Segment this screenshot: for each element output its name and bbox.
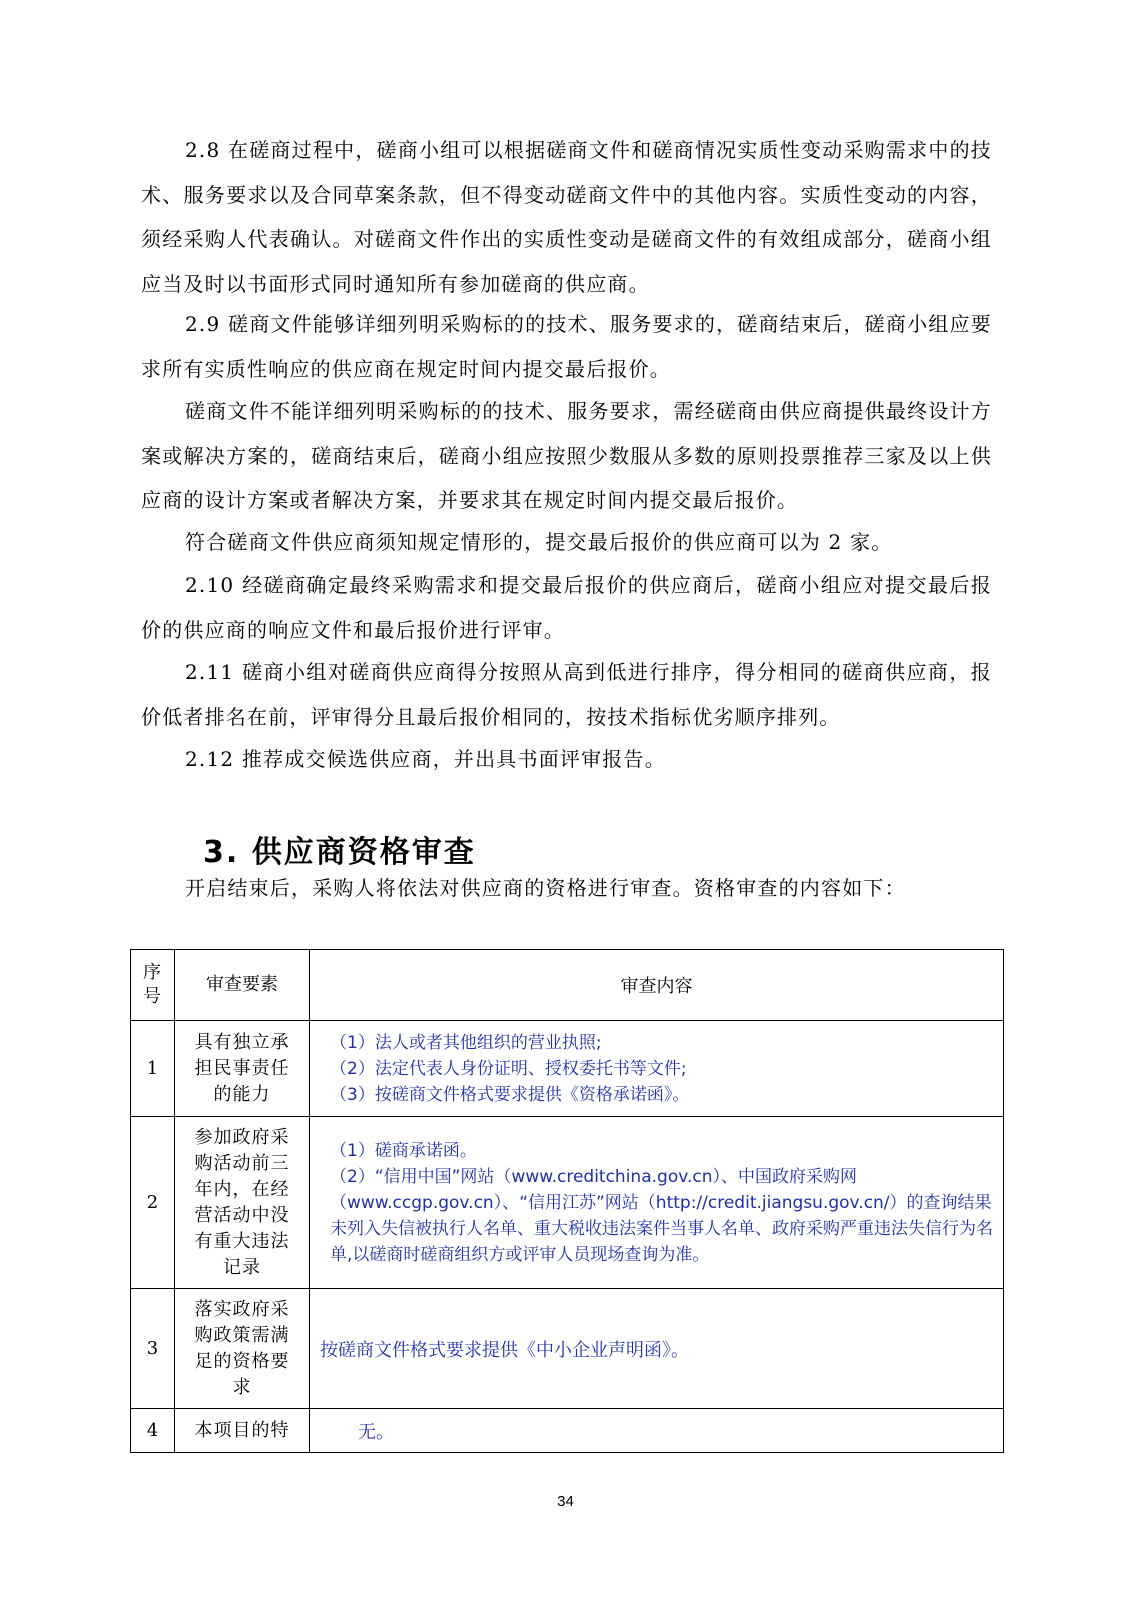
row-element: 参加政府采购活动前三年内，在经营活动中没有重大违法记录 [194,1126,290,1278]
content-line: （2）“信用中国”网站（www.creditchina.gov.cn）、中国政府采购网（www.ccgp.gov.cn）、“信用江苏”网站（http://credit.jiangsu.gov.cn/）的查询结果未列入失信被执行人名单、重大税收违法案件当事人名单、政府采购严重违法失信行为名单,以磋商时磋商组织方或评审人员现场查询为准。 [330,1166,993,1265]
table-row [131,1409,1004,1453]
row-content [310,1117,1004,1289]
paragraph-2-10: 2.10 经磋商确定最终采购需求和提交最后报价的供应商后，磋商小组应对提交最后报价的供应商的响应文件和最后报价进行评审。 [141,573,992,642]
row-number: 1 [131,1021,175,1117]
row-number: 3 [131,1289,175,1409]
paragraph-2-12: 2.12 推荐成交候选供应商，并出具书面评审报告。 [185,747,666,771]
content-line: （3）按磋商文件格式要求提供《资格承诺函》。 [330,1084,690,1105]
header-review-element: 审查要素 [175,950,310,1021]
table-row [131,1289,1004,1409]
row-number: 2 [131,1117,175,1289]
row-content: 无。 [310,1409,1004,1453]
paragraph-2-8: 2.8 在磋商过程中，磋商小组可以根据磋商文件和磋商情况实质性变动采购需求中的技术、服务要求以及合同草案条款，但不得变动磋商文件中的其他内容。实质性变动的内容，须经采购人代表确认。对磋商文件作出的实质性变动是磋商文件的有效组成部分，磋商小组应当及时以书面形式同时通知所有参加磋商的供应商。 [141,138,992,297]
row-element: 落实政府采购政策需满足的资格要求 [194,1298,290,1398]
row-number: 4 [131,1409,175,1453]
header-review-content: 审查内容 [310,950,1004,1021]
content-line: （1）法人或者其他组织的营业执照; [330,1032,602,1053]
section-heading: 3. 供应商资格审查 [203,835,476,870]
row-element: 本项目的特 [194,1419,290,1441]
paragraph-design-scheme: 磋商文件不能详细列明采购标的的技术、服务要求，需经磋商由供应商提供最终设计方案或解决方案的，磋商结束后，磋商小组应按照少数服从多数的原则投票推荐三家及以上供应商的设计方案或者解决方案，并要求其在规定时间内提交最后报价。 [141,399,992,513]
table-row [131,1021,1004,1117]
content-line: （2）法定代表人身份证明、授权委托书等文件; [330,1058,687,1079]
qualification-review-table [130,949,1004,1453]
table-header-row [131,950,1004,1021]
page-number: 34 [557,1493,574,1510]
paragraph-2-11: 2.11 磋商小组对磋商供应商得分按照从高到低进行排序，得分相同的磋商供应商，报价低者排名在前，评审得分且最后报价相同的，按技术指标优劣顺序排列。 [141,660,992,729]
section-intro: 开启结束后，采购人将依法对供应商的资格进行审查。资格审查的内容如下： [185,876,906,900]
table-row [131,1117,1004,1289]
header-serial-number: 序号 [131,950,175,1021]
paragraph-2-9: 2.9 磋商文件能够详细列明采购标的的技术、服务要求的，磋商结束后，磋商小组应要求所有实质性响应的供应商在规定时间内提交最后报价。 [141,312,992,381]
content-line: （1）磋商承诺函。 [330,1140,477,1161]
paragraph-two-suppliers: 符合磋商文件供应商须知规定情形的，提交最后报价的供应商可以为 2 家。 [185,530,893,554]
row-content: 按磋商文件格式要求提供《中小企业声明函》。 [310,1289,1004,1409]
row-content [310,1021,1004,1117]
row-element: 具有独立承担民事责任的能力 [194,1031,290,1105]
